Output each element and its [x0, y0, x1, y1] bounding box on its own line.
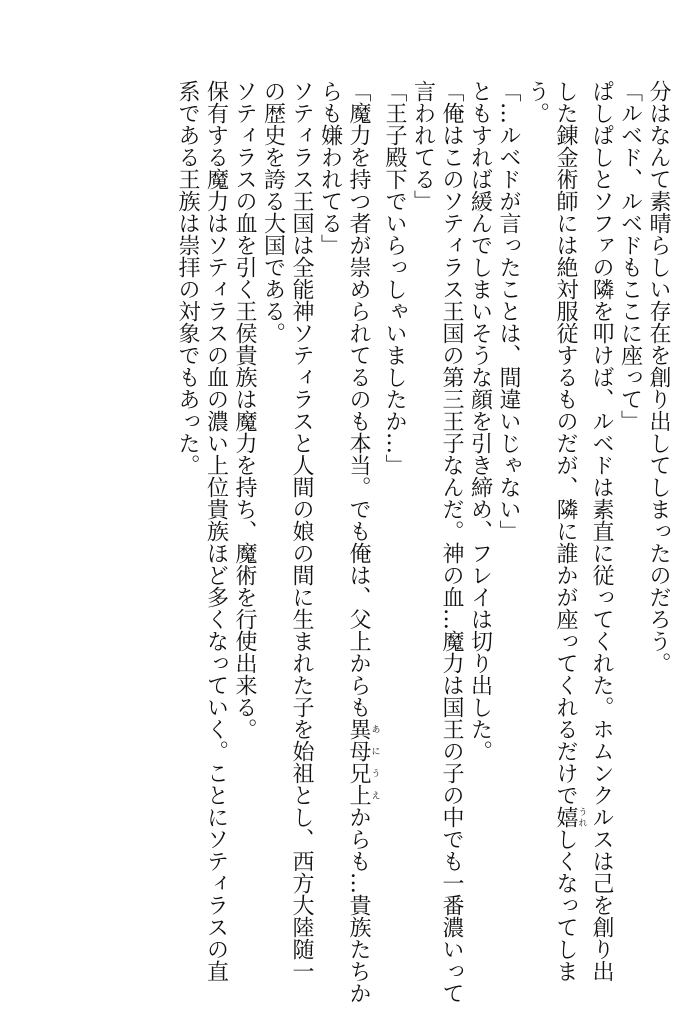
- text-line-3: ぱしぱしとソファの隣を叩けば、ルベドは素直に従ってくれた。ホムンクルスは己を創り出: [589, 80, 614, 982]
- text-line-12: らも嫌われてる」: [317, 80, 343, 256]
- text-line-14: の歴史を誇る大国である。: [260, 80, 286, 344]
- text-line-16: 保有する魔力はソティラスの血の濃い上位貴族ほど多くなっていく。ことにソティラスの直: [203, 80, 229, 982]
- ruby-ureshi: [553, 806, 587, 828]
- text-line-13: ソティラス王国は全能神ソティラスと人間の娘の間に生まれた子を始祖とし、西方大陸随一: [289, 80, 314, 982]
- text-line-4-tail: しくなってしま: [553, 828, 578, 982]
- text-line-8: 「俺はこのソティラス王国の第三王子なんだ。神の血…魔力は国王の子の中でも一番濃いって: [439, 80, 464, 1004]
- ruby-ani-base: 異母兄上: [346, 718, 371, 806]
- text-line-17: 系である王族は崇拝の対象でもあった。: [175, 80, 200, 476]
- text-line-2: 「ルベド、ルベドもここに座って」: [617, 80, 643, 432]
- vertical-text-body: [173, 80, 673, 1004]
- text-line-5: う。: [524, 80, 550, 124]
- text-line-11: [344, 80, 380, 1004]
- text-line-1: 分はなんて素晴らしい存在を創り出してしまったのだろう。: [646, 80, 671, 674]
- text-line-15: ソティラスの血を引く王侯貴族は魔力を持ち、魔術を行使出来る。: [232, 80, 257, 740]
- text-line-7: ともすれば緩んでしまいそうな顔を引き締め、フレイは切り出した。: [467, 80, 493, 762]
- text-line-11-head: 「魔力を持つ者が崇められてるのも本当。でも俺は、父上からも: [346, 80, 371, 718]
- text-line-6: 「…ルベドが言ったことは、間違いじゃない」: [496, 80, 521, 542]
- text-line-9: 言われてる」: [410, 80, 436, 212]
- text-line-4: [551, 80, 587, 982]
- ruby-ureshi-base: 嬉: [553, 806, 578, 828]
- ruby-ureshi-reading: うれ: [576, 806, 587, 828]
- text-line-11-tail: からも…貴族たちか: [346, 806, 371, 1004]
- text-line-10: 「王子殿下でいらっしゃいましたか…」: [382, 80, 407, 476]
- ruby-ani-reading: あにうえ: [369, 718, 380, 806]
- text-line-4-head: した錬金術師には絶対服従するものだが、隣に誰かが座ってくれるだけで: [553, 80, 578, 806]
- ruby-ani: [346, 718, 380, 806]
